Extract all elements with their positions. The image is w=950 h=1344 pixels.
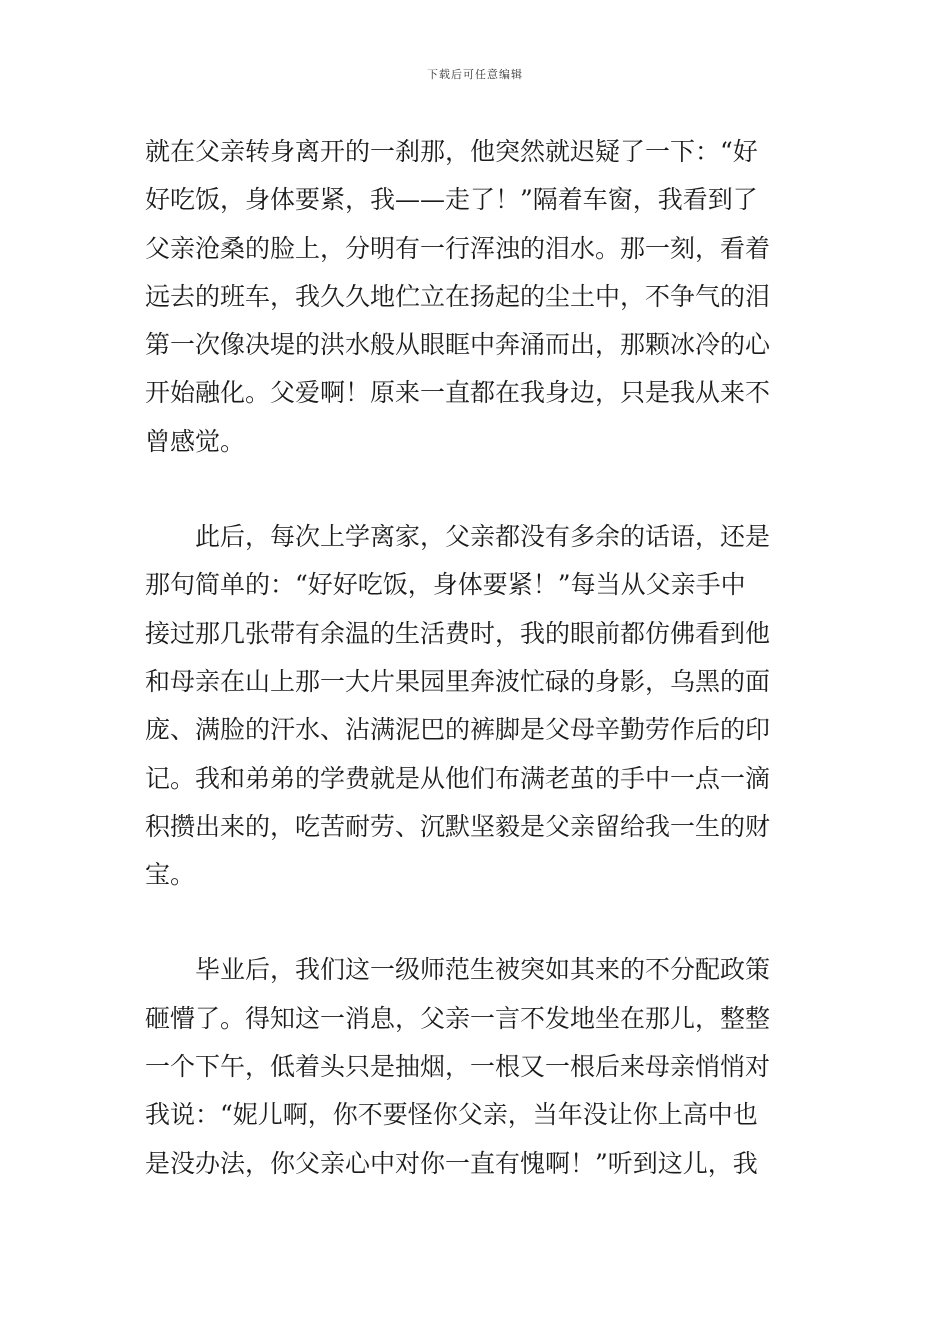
paragraph-spacer bbox=[145, 899, 807, 946]
text-line: 父亲沧桑的脸上，分明有一行浑浊的泪水。那一刻，看着 bbox=[145, 233, 771, 263]
paragraph-1 bbox=[145, 128, 807, 466]
text-line: 那句简单的：“好好吃饭，身体要紧！”每当从父亲手中 bbox=[145, 570, 746, 600]
text-line: 第一次像决堤的洪水般从眼眶中奔涌而出，那颗冰冷的心 bbox=[145, 330, 771, 360]
text-line: 和母亲在山上那一大片果园里奔波忙碌的身影，乌黑的面 bbox=[145, 666, 771, 696]
text-line: 开始融化。父爱啊！原来一直都在我身边，只是我从来不 bbox=[145, 378, 771, 408]
page-header: 下载后可任意编辑 bbox=[427, 68, 523, 81]
text-line: 宝。 bbox=[145, 860, 196, 890]
text-line: 砸懵了。得知这一消息，父亲一言不发地坐在那儿，整整 bbox=[145, 1003, 771, 1033]
text-line: 接过那几张带有余温的生活费时，我的眼前都仿佛看到他 bbox=[145, 618, 771, 648]
text-line: 此后，每次上学离家，父亲都没有多余的话语，还是 bbox=[195, 522, 771, 552]
text-line: 毕业后，我们这一级师范生被突如其来的不分配政策 bbox=[195, 955, 771, 985]
text-line: 一个下午，低着头只是抽烟，一根又一根后来母亲悄悄对 bbox=[145, 1052, 771, 1082]
text-line: 就在父亲转身离开的一刹那，他突然就迟疑了一下：“好 bbox=[145, 137, 758, 166]
text-line: 好吃饭，身体要紧，我——走了！”隔着车窗，我看到了 bbox=[145, 185, 758, 215]
text-line: 远去的班车，我久久地伫立在扬起的尘土中，不争气的泪 bbox=[145, 281, 771, 311]
paragraph-2 bbox=[145, 513, 807, 899]
document-body bbox=[145, 128, 807, 1188]
paragraph-spacer bbox=[145, 466, 807, 513]
text-line: 记。我和弟弟的学费就是从他们布满老茧的手中一点一滴 bbox=[145, 763, 771, 793]
text-line: 我说：“妮儿啊，你不要怪你父亲，当年没让你上高中也 bbox=[145, 1100, 758, 1130]
text-line: 曾感觉。 bbox=[145, 426, 246, 456]
paragraph-3 bbox=[145, 946, 807, 1187]
text-line: 是没办法，你父亲心中对你一直有愧啊！”听到这儿，我 bbox=[145, 1148, 758, 1178]
text-line: 积攒出来的，吃苦耐劳、沉默坚毅是父亲留给我一生的财 bbox=[145, 811, 771, 841]
text-line: 庞、满脸的汗水、沾满泥巴的裤脚是父母辛勤劳作后的印 bbox=[145, 715, 771, 745]
